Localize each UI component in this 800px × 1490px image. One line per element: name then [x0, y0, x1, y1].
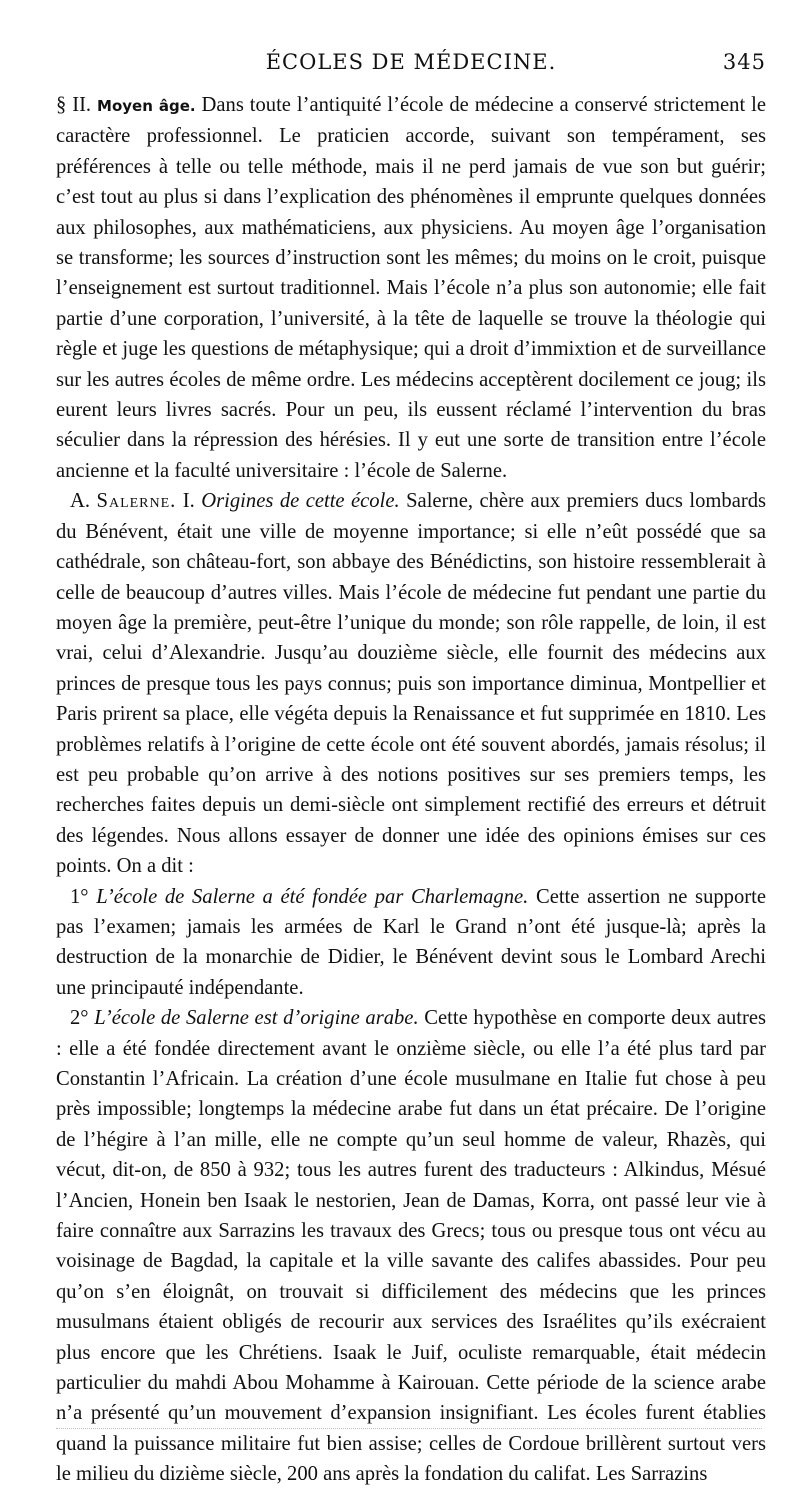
page-number: 345 — [722, 50, 766, 74]
section-text: Dans toute l’antiquité l’école de médecine a conservé strictement le caractère professionnel. Le praticien accorde, suivant son tempérament, ses préférences à telle ou telle méthode, mais il ne perd jamais de vue son but guérir; c’est tout au plus si dans l’explication des phénomènes il emprunte quelques données aux philosophes, aux mathématiciens, aux physiciens. Au moyen âge l’organisation se transforme; les sources d’instruction sont les mêmes; du moins on le croit, puisque l’enseignement est surtout traditionnel. Mais l’école n’a plus son autonomie; elle fait partie d’une corporation, l’université, à la tête de laquelle se trouve la théologie qui règle et juge les questions de métaphysique; qui a droit d’immixtion et de surveillance sur les autres écoles de même ordre. Les médecins acceptèrent docilement ce joug; ils eurent leurs livres sacrés. Pour un peu, ils eussent réclamé l’intervention du bras séculier dans la répression des hérésies. Il y eut une sorte de transition entre l’école ancienne et la faculté universitaire : l’école de Salerne. — [56, 94, 766, 482]
running-head — [56, 50, 766, 84]
paragraph-point-2 — [56, 1003, 766, 1490]
paragraph-section-ii — [56, 90, 766, 486]
page-bottom-rule — [56, 1428, 762, 1429]
subsection-text: Salerne, chère aux premiers ducs lombards du Bénévent, était une ville de moyenne importance; si elle n’eût possédé que sa cathédrale, son château-fort, son abbaye des Bénédictins, son histoire ressemblerait à celle de beaucoup d’autres villes. Mais l’école de médecine fut pendant une partie du moyen âge la première, peut-être l’unique du monde; son rôle rappelle, de loin, il est vrai, celui d’Alexandrie. Jusqu’au douzième siècle, elle fournit des médecins aux princes de presque tous les pays connus; puis son importance diminua, Montpellier et Paris prirent sa place, elle végéta depuis la Renaissance et fut supprimée en 1810. Les problèmes relatifs à l’origine de cette école ont été souvent abordés, jamais résolus; il est peu probable qu’on arrive à des notions positives sur ses premiers temps, les recherches faites depuis un demi-siècle ont simplement rectifié des erreurs et détruit des légendes. Nous allons essayer de donner une idée des opinions émises sur ces points. On a dit : — [56, 490, 767, 878]
point-1-number: 1° — [70, 885, 89, 908]
paragraph-salerne — [56, 486, 766, 881]
point-2-text: Cette hypothèse en comporte deux autres : elle a été fondée directement avant le onzième siècle, ou elle l’a été plus tard par Constantin l’Africain. La création d’une école musulmane en Italie fut chose à peu près impossible; longtemps la médecine arabe fut dans un état précaire. De l’origine de l’hégire à l’an mille, elle ne compte qu’un seul homme de valeur, Rhazès, qui vécut, dit-on, de 850 à 932; tous les autres furent des traducteurs : Alkindus, Mésué l’Ancien, Honein ben Isaak le nestorien, Jean de Damas, Korra, ont passé leur vie à faire connaître aux Sarrazins les travaux des Grecs; tous ou presque tous ont vécu au voisinage de Bagdad, la capitale et la ville savante des califes abassides. Pour peu qu’on s’en éloignât, on trouvait si difficilement des médecins que les princes musulmans étaient obligés de recourir aux services des Israélites qu’ils exécraient plus encore que les Chrétiens. Isaak le Juif, oculiste remarquable, était médecin particulier du mahdi Abou Mohamme à Kairouan. Cette période de la science arabe n’a présenté qu’un mouvement d’expansion insignifiant. Les écoles furent établies quand la puissance militaire fut bien assise; celles de Cordoue brillèrent surtout vers le milieu du dizième siècle, 200 ans après la fondation du califat. Les Sarrazins — [56, 1007, 766, 1486]
subsection-title: Origines de cette école. — [201, 490, 400, 513]
subsection-label: A. — [70, 490, 91, 513]
subsection-name: Salerne. — [96, 490, 177, 513]
section-heading: Moyen âge. — [97, 97, 196, 115]
running-title: ÉCOLES DE MÉDECINE. — [265, 50, 557, 74]
body-text — [56, 90, 766, 1490]
point-2-claim: L’école de Salerne est d’origine arabe. — [94, 1007, 419, 1030]
point-1-text: Cette assertion ne supporte pas l’examen; jamais les armées de Karl le Grand n’ont été jusque-là; après la destruction de la monarchie de Didier, le Bénévent devint sous le Lombard Arechi une principauté indépendante. — [56, 885, 766, 999]
paragraph-point-1 — [56, 882, 766, 1004]
document-page — [56, 50, 766, 1490]
subsection-number: I. — [182, 490, 195, 513]
section-mark: § II. — [56, 94, 92, 116]
point-1-claim: L’école de Salerne a été fondée par Charlemagne. — [96, 885, 529, 908]
point-2-number: 2° — [70, 1007, 89, 1030]
